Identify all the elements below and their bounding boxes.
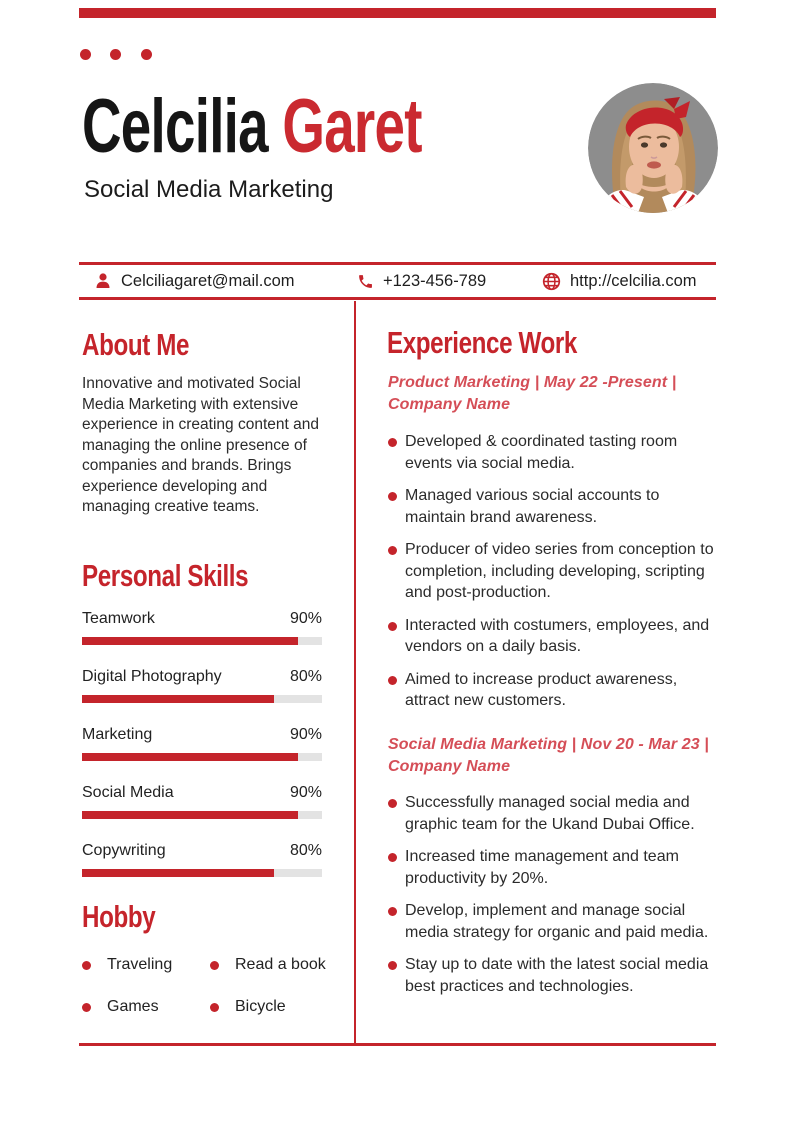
website-text[interactable]: http://celcilia.com [570,271,697,290]
job-bullet: Successfully managed social media and graphic team for the Ukand Dubai Office. [388,792,718,835]
contact-website [542,265,697,297]
job-bullet: Increased time management and team productivity by 20%. [388,846,718,889]
skill-row [82,784,322,819]
job-bullet: Stay up to date with the latest social media best practices and technologies. [388,954,718,997]
phone-text: +123-456-789 [383,271,487,290]
skill-bar-fill [82,811,298,819]
skill-percent: 90% [289,610,322,627]
hobby-item [210,998,332,1016]
email-text[interactable]: Celciliagaret@mail.com [121,271,295,290]
bullet-dot [210,961,219,970]
skill-bar-track [82,637,322,645]
skill-row [82,668,322,703]
woman-portrait-illustration [588,83,718,213]
skill-bar-track [82,695,322,703]
skill-label: Teamwork [82,610,155,627]
column-divider [354,301,356,1046]
skill-label: Social Media [82,784,174,801]
skill-label: Digital Photography [82,668,222,685]
skill-percent: 80% [289,842,322,859]
decorative-dot [141,49,152,60]
decorative-dot [110,49,121,60]
skill-bar-track [82,811,322,819]
phone-icon [357,273,374,290]
skill-bar-fill [82,753,298,761]
top-accent-bar [79,8,716,18]
job-bullet: Develop, implement and manage social media strategy for organic and paid media. [388,900,718,943]
hobby-item [82,998,210,1016]
skill-percent: 90% [289,784,322,801]
bullet-dot [210,1003,219,1012]
hobby-label: Bicycle [235,998,286,1015]
hobby-label: Read a book [235,956,326,973]
job-bullet-list [388,792,718,1008]
contact-email [94,265,295,297]
about-me-heading: About Me [82,327,190,362]
hobby-label: Traveling [107,956,173,973]
job-bullet-list [388,431,718,723]
skill-bar-fill [82,637,298,645]
personal-skills-heading: Personal Skills [82,558,249,593]
hobby-heading: Hobby [82,899,156,934]
skill-bar-fill [82,869,274,877]
bullet-dot [82,1003,91,1012]
globe-icon [542,272,561,291]
contact-phone [357,265,486,297]
job-bullet: Producer of video series from conception to completion, including developing, scripting and post-production. [388,539,718,604]
hobby-label: Games [107,998,159,1015]
skill-percent: 90% [289,726,322,743]
job-title: Product Marketing | May 22 -Present | Company Name [388,374,677,413]
skill-label: Copywriting [82,842,166,859]
first-name: Celcilia [82,84,268,169]
last-name: Garet [282,84,422,169]
job-bullet: Developed & coordinated tasting room events via social media. [388,431,718,474]
hobby-item [82,956,210,974]
skill-bar-fill [82,695,274,703]
decorative-dot [80,49,91,60]
hobby-list [82,956,332,1016]
about-me-text: Innovative and motivated Social Media Marketing with extensive experience in creating content and managing the online presence of companies and brands. Brings experience developing and managing creative teams. [82,375,319,515]
contact-bar [79,262,716,300]
job-title: Social Media Marketing | Nov 20 - Mar 23 | Company Name [388,736,709,775]
bullet-dot [82,961,91,970]
hobby-item [210,956,332,974]
skill-row [82,726,322,761]
skill-bar-track [82,869,322,877]
job-bullet: Interacted with costumers, employees, and vendors on a daily basis. [388,615,718,658]
skill-percent: 80% [289,668,322,685]
bottom-accent-line [79,1043,716,1046]
job-bullet: Aimed to increase product awareness, attract new customers. [388,669,718,712]
skill-bar-track [82,753,322,761]
experience-work-heading: Experience Work [387,325,577,360]
skills-list [82,610,322,900]
skill-row [82,610,322,645]
person-name [82,84,422,169]
person-icon [94,272,112,290]
skill-label: Marketing [82,726,153,743]
profile-photo [588,83,718,213]
job-subtitle: Social Media Marketing [84,176,334,203]
skill-row [82,842,322,877]
job-bullet: Managed various social accounts to maintain brand awareness. [388,485,718,528]
